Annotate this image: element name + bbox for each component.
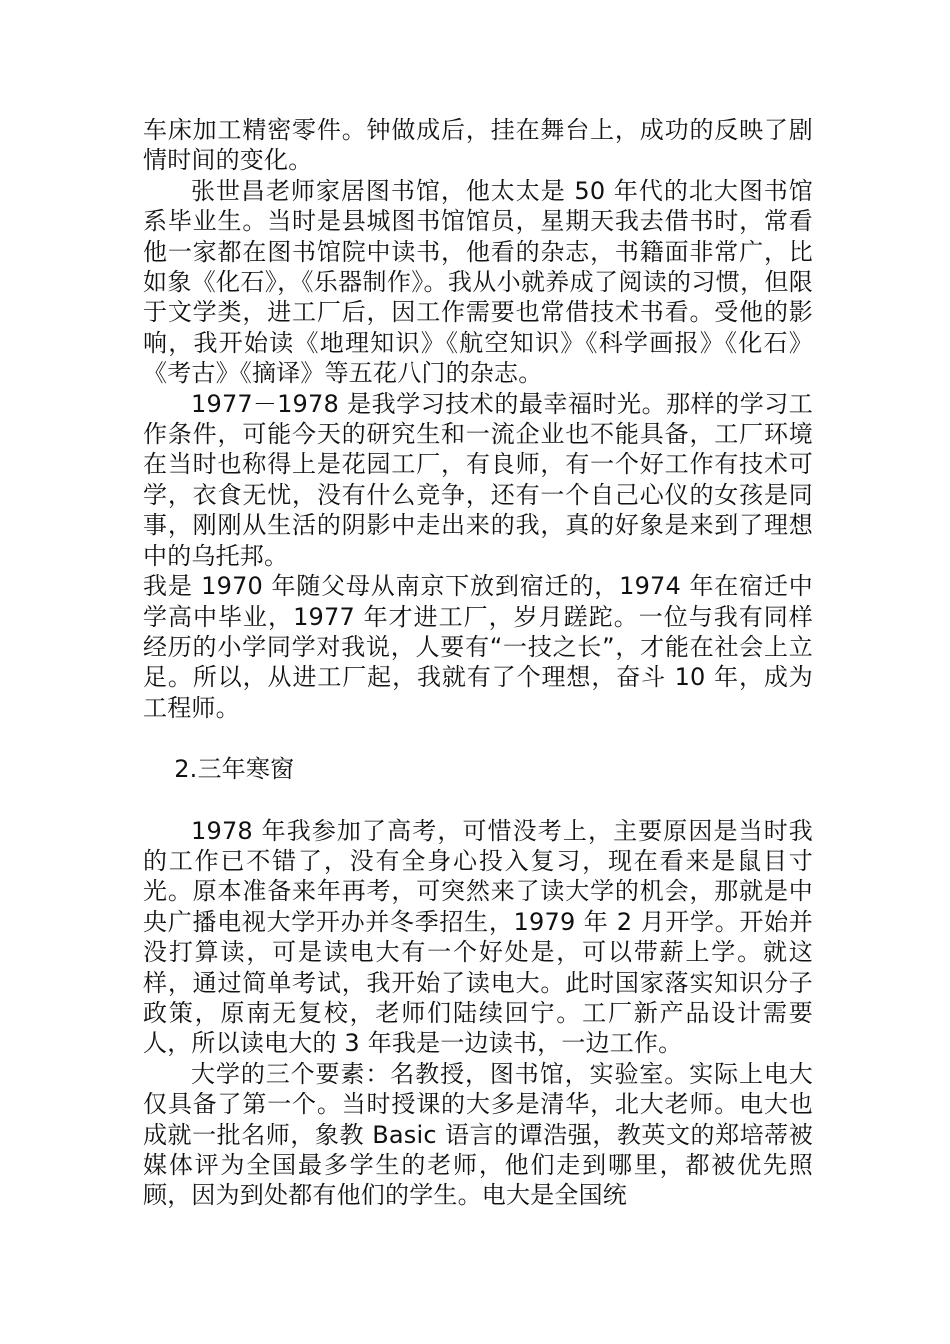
paragraph-university-elements: 大学的三个要素：名教授，图书馆，实验室。实际上电大仅具备了第一个。当时授课的大多是清华，北大老师。电大也成就一批名师，象教 Basic 语言的谭浩强，教英文的郑培蒂被媒体评为全国最多学生的老师，他们走到哪里，都被优先照顾，因为到处都有他们的学生。电大是全国统 — [143, 1059, 813, 1210]
paragraph-exam-tvu: 1978 年我参加了高考，可惜没考上，主要原因是当时我的工作已不错了，没有全身心投入复习，现在看来是鼠目寸光。原本准备来年再考，可突然来了读大学的机会，那就是中央广播电视大学开办并冬季招生，1979 年 2 月开学。开始并没打算读，可是读电大有一个好处是，可以带薪上学。就这样，通过简单考试，我开始了读电大。此时国家落实知识分子政策，原南无复校，老师们陆续回宁。工厂新产品设计需要人，所以读电大的 3 年我是一边读书，一边工作。 — [143, 816, 813, 1058]
paragraph-library-teacher: 张世昌老师家居图书馆，他太太是 50 年代的北大图书馆系毕业生。当时是县城图书馆馆员，星期天我去借书时，常看他一家都在图书馆院中读书，他看的杂志，书籍面非常广，比如象《化石》，《乐器制作》。我从小就养成了阅读的习惯，但限于文学类，进工厂后，因工作需要也常借技术书看。受他的影响，我开始读《地理知识》《航空知识》《科学画报》《化石》《考古》《摘译》等五花八门的杂志。 — [143, 176, 813, 388]
paragraph-clock-ending: 车床加工精密零件。钟做成后，挂在舞台上，成功的反映了剧情时间的变化。 — [143, 116, 813, 175]
paragraph-happy-years: 1977－1978 是我学习技术的最幸福时光。那样的学习工作条件，可能今天的研究生和一流企业也不能具备，工厂环境在当时也称得上是花园工厂，有良师，有一个好工作有技术可学，衣食无忧，没有什么竞争，还有一个自己心仪的女孩是同事，刚刚从生活的阴影中走出来的我，真的好象是来到了理想中的乌托邦。 — [143, 389, 813, 570]
paragraph-background: 我是 1970 年随父母从南京下放到宿迁的，1974 年在宿迁中学高中毕业，1977 年才进工厂，岁月蹉跎。一位与我有同样经历的小学同学对我说，人要有“一技之长”，才能在社会上立足。所以，从进工厂起，我就有了个理想，奋斗 10 年，成为工程师。 — [143, 572, 813, 722]
document-body — [143, 115, 813, 1211]
section-heading: 2.三年寒窗 — [174, 755, 295, 784]
